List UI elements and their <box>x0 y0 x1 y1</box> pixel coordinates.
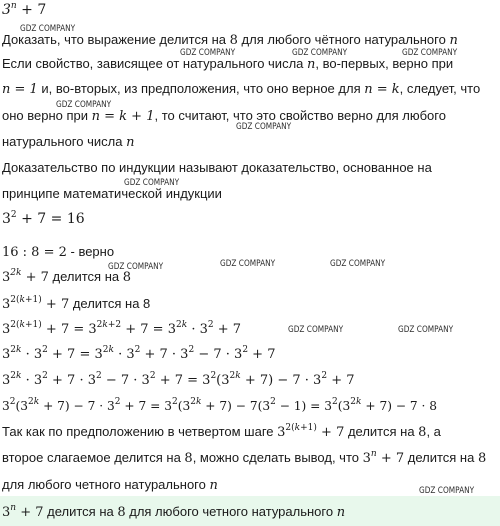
expression-title: $3^n + 7$ <box>2 1 47 18</box>
conclusion-line-3: для любого четного натурального n <box>2 477 218 493</box>
watermark: GDZ COMPANY <box>236 122 292 132</box>
conclusion-line-1: Так как по предположению в четвертом шаге $3^{2(k+1)} + 7$ делится на 8, а <box>2 423 441 440</box>
base-case-sum: $3^2 + 7 = 16$ <box>2 210 85 227</box>
induction-principle-line-2: принципе математической индукции <box>2 186 222 201</box>
watermark: GDZ COMPANY <box>220 259 276 269</box>
induction-definition-line-1: Если свойство, зависящее от натурального числа n, во-первых, верно при <box>2 56 454 72</box>
watermark: GDZ COMPANY <box>288 325 344 335</box>
induction-principle-line-1: Доказательство по индукции называют доказательство, основанное на <box>2 160 432 175</box>
equation-line-1: $3^{2(k+1)} + 7 = 3^{2k+2} + 7 = 3^{2k} \cdot 3^2 + 7$ <box>2 320 242 337</box>
equation-line-2: $3^{2k} \cdot 3^2 + 7 = 3^{2k} \cdot 3^2 + 7 \cdot 3^2 - 7 \cdot 3^2 + 7$ <box>2 345 276 362</box>
watermark: GDZ COMPANY <box>330 259 386 269</box>
watermark: GDZ COMPANY <box>419 486 475 496</box>
equation-line-4: $3^2(3^{2k} + 7) - 7 \cdot 3^2 + 7 = 3^2(3^{2k} + 7) - 7(3^2 - 1) = 3^2(3^{2k} + 7) - 7 \cdot 8$ <box>2 397 438 413</box>
watermark: GDZ COMPANY <box>402 48 458 58</box>
watermark: GDZ COMPANY <box>180 48 236 58</box>
induction-hypothesis: $3^{2k} + 7$ делится на 8 <box>2 268 132 285</box>
conclusion-line-2: второе слагаемое делится на 8, можно сделать вывод, что $3^n + 7$ делится на 8 <box>2 449 487 466</box>
watermark: GDZ COMPANY <box>124 178 180 188</box>
base-case-check: 16 : 8 = 2 - верно <box>2 244 115 260</box>
task-statement: Доказать, что выражение делится на 8 для любого чётного натурального n <box>2 32 458 48</box>
watermark: GDZ COMPANY <box>398 325 454 335</box>
watermark: GDZ COMPANY <box>292 48 348 58</box>
final-answer: $3^n + 7$ делится на 8 для любого четного натурального n <box>2 503 346 520</box>
watermark: GDZ COMPANY <box>20 24 76 34</box>
equation-line-3: $3^{2k} \cdot 3^2 + 7 \cdot 3^2 - 7 \cdot 3^2 + 7 = 3^2(3^{2k} + 7) - 7 \cdot 3^2 + 7$ <box>2 371 355 388</box>
induction-definition-line-4: натурального числа n <box>2 134 135 150</box>
induction-definition-line-2: n = 1 и, во-вторых, из предположения, что оно верное для n = k, следует, что <box>2 81 481 97</box>
induction-step-claim: $3^{2(k+1)} + 7$ делится на 8 <box>2 295 151 312</box>
induction-definition-line-3: оно верно при n = k + 1, то считают, что это свойство верно для любого <box>2 108 446 124</box>
watermark: GDZ COMPANY <box>108 262 164 272</box>
watermark: GDZ COMPANY <box>56 100 112 110</box>
